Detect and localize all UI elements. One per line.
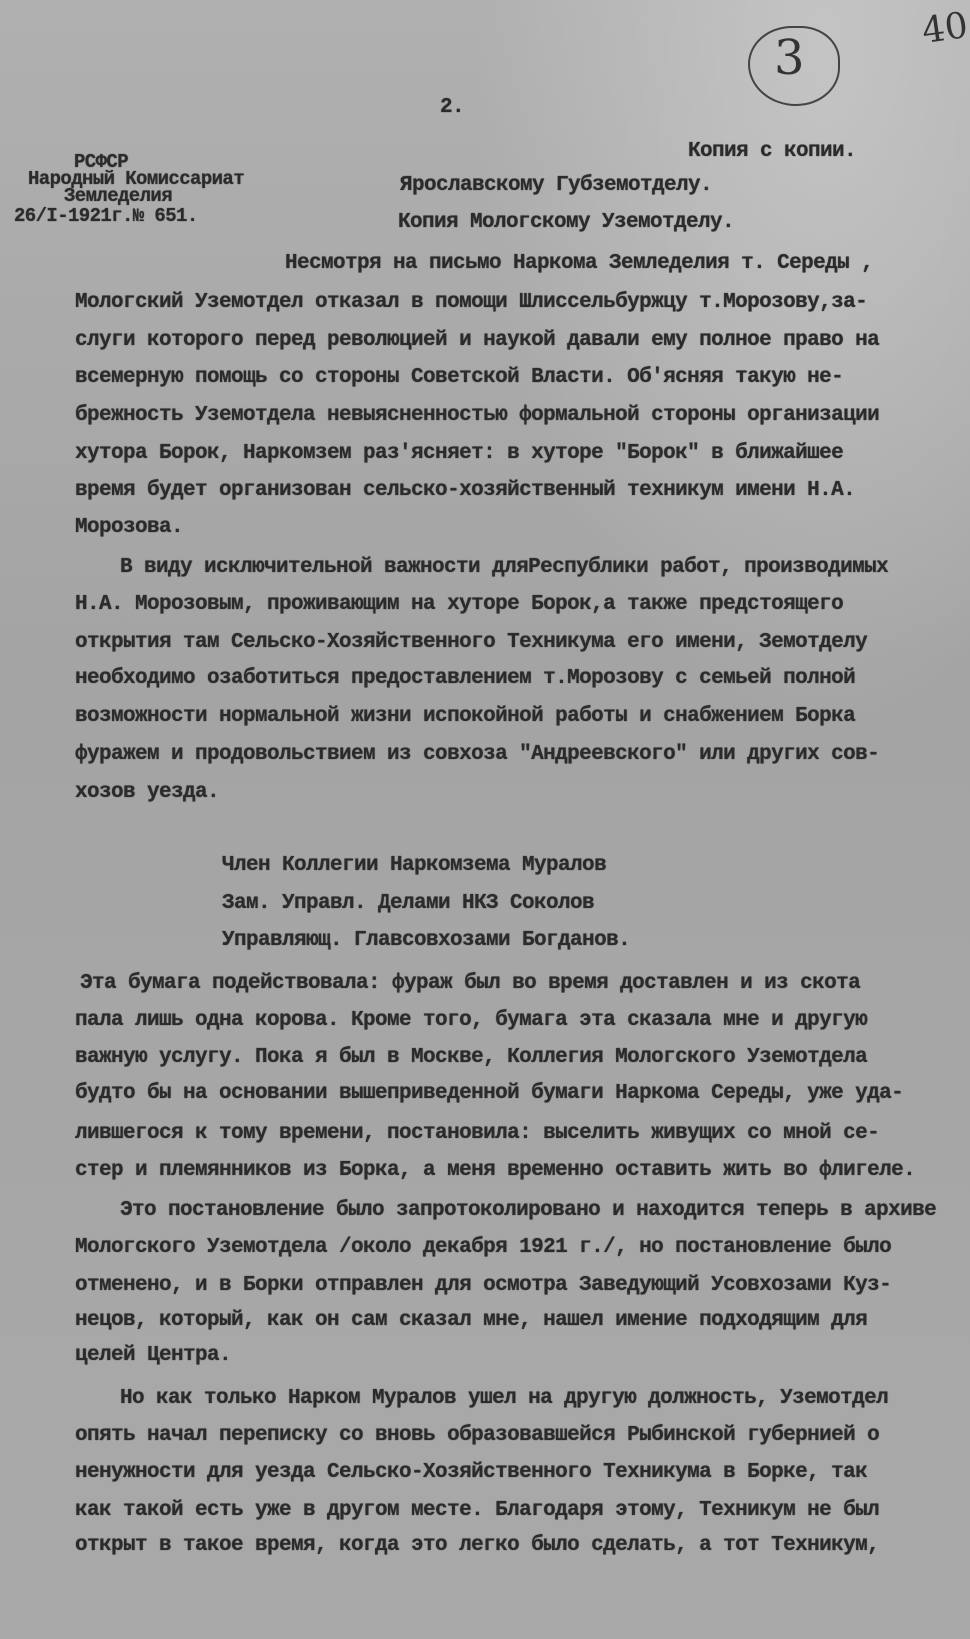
paragraph-line: стер и племянников из Борка, а меня временно оставить жить во флигеле. (75, 1159, 916, 1182)
sender-line: РСФСР (74, 151, 129, 173)
paragraph-line: нецов, который, как он сам сказал мне, нашел имение подходящим для (75, 1309, 868, 1332)
paragraph-line: всемерную помощь со стороны Советской Власти. Об'ясняя такую не- (75, 366, 844, 389)
paragraph-line: Но как только Нарком Муралов ушел на другую должность, Уземотдел (120, 1387, 889, 1410)
paragraph-line: отменено, и в Борки отправлен для осмотра Заведующий Усовхозами Куз- (75, 1274, 892, 1297)
corner-number: 40 (919, 5, 970, 52)
paragraph-line: опять начал переписку со вновь образовавшейся Рыбинской губернией о (75, 1424, 880, 1447)
sender-line: Земледелия (64, 185, 173, 207)
paragraph-line: ненужности для уезда Сельско-Хозяйственного Техникума в Борке, так (75, 1461, 868, 1484)
paragraph-line: открыт в такое время, когда это легко было сделать, а тот Техникум, (75, 1534, 880, 1557)
addressee: Копия Мологскому Уземотделу. (398, 211, 735, 234)
page-number: 2. (440, 96, 465, 119)
signature-line: Управляющ. Главсовхозами Богданов. (222, 929, 631, 952)
paragraph-line: пала лишь одна корова. Кроме того, бумага эта сказала мне и другую (75, 1009, 868, 1032)
paragraph-line: Н.А. Морозовым, проживающим на хуторе Борок,а также предстоящего (75, 593, 844, 616)
paragraph-line: как такой есть уже в другом месте. Благодаря этому, Техникум не был (75, 1499, 880, 1522)
paragraph-line: Мологского Уземотдела /около декабря 1921 г./, но постановление было (75, 1236, 892, 1259)
paragraph-line: хозов уезда. (75, 781, 220, 804)
sender-line: 26/I-1921г.№ 651. (14, 205, 198, 227)
copy-note: Копия с копии. (688, 140, 857, 163)
paragraph-line: открытия там Сельско-Хозяйственного Техникума его имени, Земотделу (75, 631, 868, 654)
paragraph-line: Это постановление было запротоколировано и находится теперь в архиве (120, 1199, 937, 1222)
circled-number: 3 (774, 30, 805, 86)
paragraph-line: лившегося к тому времени, постановила: выселить живущих со мной се- (75, 1122, 880, 1145)
paragraph-line: Морозова. (75, 516, 184, 539)
paragraph-line: необходимо озаботиться предоставлением т.Морозову с семьей полной (75, 667, 856, 690)
paragraph-line: брежность Уземотдела невыясненностью формальной стороны организации (75, 404, 880, 427)
sender-line: Народный Комиссариат (28, 168, 245, 190)
paragraph-line: важную услугу. Пока я был в Москве, Коллегия Мологского Уземотдела (75, 1046, 868, 1069)
paragraph-line: будто бы на основании вышеприведенной бумаги Наркома Середы, уже уда- (75, 1082, 904, 1105)
paragraph-line: время будет организован сельско-хозяйственный техникум имени Н.А. (75, 479, 856, 502)
paragraph-line: фуражем и продовольствием из совхоза "Андреевского" или других сов- (75, 743, 880, 766)
addressee: Ярославскому Губземотделу. (400, 174, 713, 197)
paragraph-line: Эта бумага подействовала: фураж был во время доставлен и из скота (80, 972, 861, 995)
signature-line: Зам. Управл. Делами НКЗ Соколов (222, 892, 595, 915)
paragraph-line: целей Центра. (75, 1344, 232, 1367)
paragraph-line: возможности нормальной жизни испокойной работы и снабжением Борка (75, 705, 856, 728)
paragraph-line: слуги которого перед революцией и наукой давали ему полное право на (75, 329, 880, 352)
paragraph-line: хутора Борок, Наркомзем раз'ясняет: в хуторе "Борок" в ближайшее (75, 442, 844, 465)
paragraph-line: В виду исключительной важности дляРеспублики работ, производимых (120, 556, 889, 579)
paragraph-line: Мологский Уземотдел отказал в помощи Шлиссельбуржцу т.Морозову,за- (75, 291, 868, 314)
signature-line: Член Коллегии Наркомзема Муралов (222, 854, 607, 877)
paragraph-line: Несмотря на письмо Наркома Земледелия т. Середы , (285, 252, 874, 275)
